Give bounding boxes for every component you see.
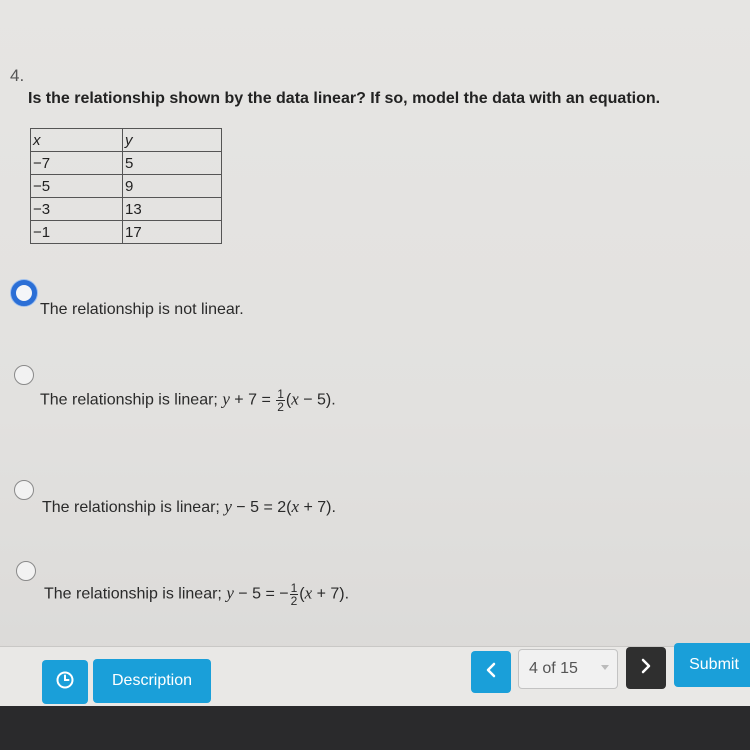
table-cell-x: −5 [31,175,123,198]
next-button[interactable] [626,647,666,689]
option-d-var-y: y [226,583,234,603]
option-b-mid: + 7 = [229,391,276,409]
option-b-prefix: The relationship is linear; [40,391,223,409]
question-number: 4. [10,66,25,85]
table-header-x: x [31,129,123,152]
table-row [31,221,222,244]
option-c-var-x: x [291,497,299,516]
option-b-tail: − 5). [298,391,336,409]
table-header-y: y [123,129,222,152]
option-d-prefix: The relationship is linear; [44,585,227,603]
option-c-text[interactable] [42,497,336,517]
option-d-mid: − 5 = − [233,585,289,603]
option-a-text[interactable]: The relationship is not linear. [40,301,244,318]
option-b-open: ( [285,391,292,409]
table-row [31,152,222,175]
option-b-var-x: x [291,389,299,409]
option-d-tail: + 7). [312,585,350,603]
submit-button[interactable]: Submit [674,643,750,687]
option-a-radio[interactable] [11,280,37,306]
timer-button[interactable] [42,660,88,704]
page-indicator: 4 of 15 [529,660,578,677]
question-prompt: Is the relationship shown by the data linear? If so, model the data with an equation. [28,90,661,107]
option-d-frac-den: 2 [290,594,298,608]
option-b-text[interactable] [40,388,336,413]
table-row [31,198,222,221]
option-b-frac-num: 1 [277,387,284,401]
table-cell-y: 13 [123,198,222,221]
option-c-tail: + 7). [299,499,336,516]
table-cell-y: 9 [123,175,222,198]
option-d-radio[interactable] [16,561,36,581]
table-header-row [31,129,222,152]
table-cell-y: 5 [123,152,222,175]
option-b-fraction [276,388,285,413]
option-c-var-y: y [224,497,232,516]
chevron-right-icon [639,658,653,679]
table-cell-x: −3 [31,198,123,221]
option-d-fraction [290,582,299,607]
table-cell-x: −7 [31,152,123,175]
table-row [31,175,222,198]
option-b-var-y: y [222,389,230,409]
data-table [30,128,222,244]
chevron-left-icon [484,662,498,683]
option-c-radio[interactable] [14,480,34,500]
option-d-open: ( [299,585,305,603]
option-b-radio[interactable] [14,365,34,385]
previous-button[interactable] [471,651,511,693]
option-d-text[interactable] [44,582,349,607]
table-cell-y: 17 [123,221,222,244]
option-d-frac-num: 1 [290,581,298,595]
option-c-mid: − 5 = 2( [231,499,292,516]
description-button[interactable]: Description [93,659,211,703]
screen-bezel [0,706,750,750]
table-cell-x: −1 [31,221,123,244]
option-d-var-x: x [304,583,313,603]
chevron-down-icon [601,665,609,670]
clock-icon [55,670,75,695]
page-select[interactable] [518,649,618,689]
option-b-frac-den: 2 [277,400,284,414]
option-c-prefix: The relationship is linear; [42,499,225,516]
